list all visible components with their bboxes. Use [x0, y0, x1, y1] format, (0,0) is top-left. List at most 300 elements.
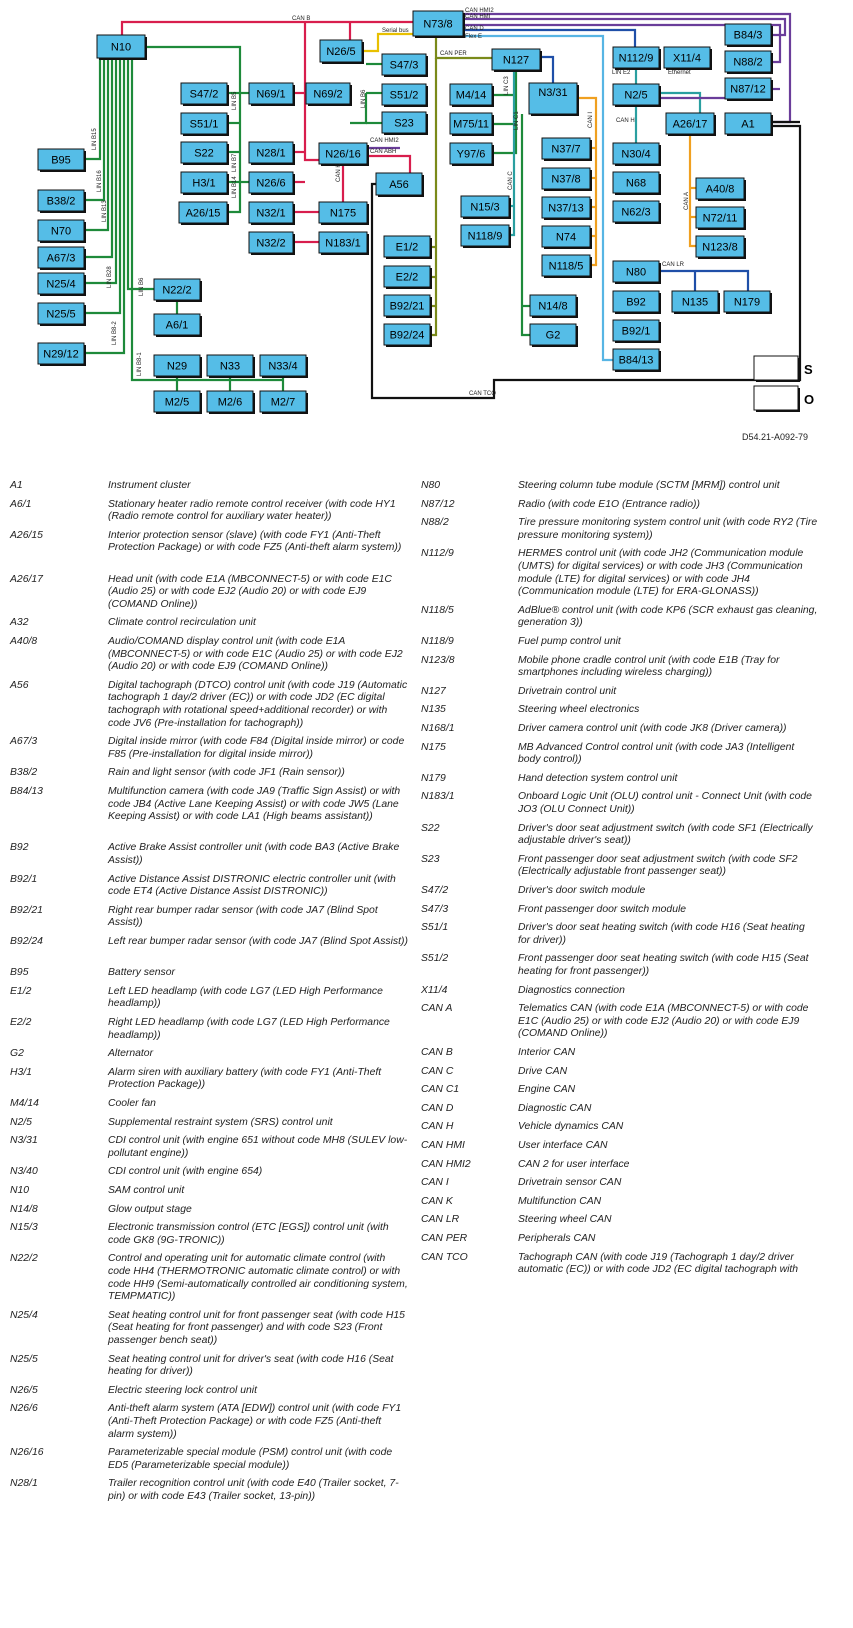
legend-description: Driver's door switch module [518, 885, 646, 896]
node-n32-1 [249, 202, 295, 225]
legend-code: N112/9 [421, 548, 454, 560]
legend-description: Driver camera control unit (with code JK8 (Driver camera)) [518, 723, 787, 734]
node-n14-8 [530, 295, 578, 318]
legend-code: N179 [421, 772, 446, 784]
legend-code: A67/3 [10, 736, 38, 748]
legend-description: Head unit (with code E1A (MBCONNECT-5) or with code E1C (Audio 25) or with code EJ2 (Audio 20) or with code EJ9 (COMAND Online)) [108, 573, 392, 610]
legend-description: Cooler fan [108, 1098, 156, 1109]
node-n127 [492, 49, 542, 72]
legend-code: CAN A [421, 1003, 453, 1015]
legend-description: Onboard Logic Unit (OLU) control unit - Connect Unit (with code JO3 (OLU Connect Unit)) [518, 791, 812, 815]
node-label: N183/1 [325, 237, 361, 250]
node-n15-3 [461, 196, 511, 219]
node-label: M75/11 [453, 118, 489, 131]
legend-code: S47/2 [421, 885, 449, 896]
legend-code: CAN C [421, 1065, 454, 1077]
legend-code: S51/2 [421, 953, 449, 965]
bus-label: CAN LR [662, 262, 685, 268]
network-diagram [0, 0, 853, 470]
marker-s [754, 356, 813, 382]
bus-wire [122, 22, 413, 35]
legend-description: Tire pressure monitoring system control unit (with code RY2 (Tire pressure monitoring system)) [518, 517, 818, 541]
node-n69-2 [306, 83, 352, 106]
legend-code: B84/13 [10, 786, 43, 797]
marker-label: O [804, 392, 815, 407]
legend-description: Drivetrain sensor CAN [518, 1177, 622, 1189]
legend-description: Parameterizable special module (PSM) control unit (with code ED5 (Parameterizable special module)) [108, 1447, 393, 1471]
node-label: N123/8 [702, 241, 738, 254]
node-b84-3 [725, 24, 773, 47]
legend-code: CAN I [421, 1177, 449, 1189]
bus-label: CAN ABH [370, 149, 397, 155]
bus-label: CAN HMI [465, 14, 491, 20]
legend-code: E2/2 [10, 1017, 32, 1028]
legend-code: N168/1 [421, 723, 455, 734]
node-label: M2/7 [270, 396, 296, 409]
node-label: N118/9 [467, 230, 503, 243]
legend-description: CDI control unit (with engine 654) [108, 1166, 263, 1178]
legend-description: Radio (with code E1O (Entrance radio)) [518, 498, 700, 510]
legend-code: CAN D [421, 1102, 454, 1114]
bus-label: LIN B16 [97, 170, 103, 192]
node-n68 [613, 172, 661, 195]
legend-description: Front passenger door seat heating switch (with code H15 (Seat heating for front passenger)) [518, 953, 809, 977]
node-n175 [319, 202, 369, 225]
node-a26-15 [179, 202, 229, 225]
node-label: N88/2 [733, 56, 763, 69]
bus-wire [367, 156, 410, 173]
node-m2-5 [154, 391, 202, 414]
legend-description: Right LED headlamp (with code LG7 (LED High Performance headlamp)) [108, 1017, 390, 1041]
node-label: A1 [741, 118, 755, 131]
node-n87-12 [725, 78, 773, 101]
legend-description: Battery sensor [108, 967, 175, 979]
legend-code: N175 [421, 741, 446, 753]
node-b92-1 [613, 320, 661, 343]
node-label: B38/2 [46, 195, 76, 208]
bus-label: LIN B7 [232, 153, 238, 172]
node-label: N3/31 [538, 87, 568, 99]
legend-code: N2/5 [10, 1116, 32, 1128]
node-s47-3 [382, 54, 428, 77]
node-n26-5 [320, 40, 364, 64]
legend-code: N26/5 [10, 1384, 38, 1396]
node-label: S22 [194, 147, 214, 160]
legend-description: Electronic transmission control (ETC [EGS]) control unit (with code GK8 (9G-TRONIC)) [108, 1222, 389, 1246]
node-n37-8 [542, 168, 592, 191]
bus-wire [659, 271, 748, 291]
legend-code: N15/3 [10, 1222, 38, 1234]
legend-code: CAN B [421, 1047, 453, 1058]
node-label: N37/8 [551, 173, 581, 186]
node-s23 [382, 112, 428, 135]
node-a6-1 [154, 314, 202, 337]
legend-code: S22 [421, 822, 440, 834]
legend-description: AdBlue® control unit (with code KP6 (SCR exhaust gas cleaning, generation 3)) [518, 604, 818, 629]
node-s22 [181, 142, 229, 165]
node-e2-2 [384, 266, 432, 289]
node-n179 [724, 291, 772, 314]
bus-label: LIN B13 [102, 200, 108, 222]
legend-code: H3/1 [10, 1066, 32, 1078]
node-n74 [542, 226, 592, 249]
node-label: B92/1 [621, 325, 651, 338]
legend-code: N183/1 [421, 791, 455, 803]
legend-code: N118/9 [421, 636, 454, 647]
bus-label: LIN C3 [504, 76, 510, 95]
node-label: B95 [51, 154, 71, 167]
legend-code: M4/14 [10, 1098, 39, 1109]
node-label: Y97/6 [456, 148, 486, 161]
bus-label: CAN C [508, 171, 514, 190]
node-label: H3/1 [192, 177, 216, 190]
bus-label: LIN E2 [612, 70, 631, 76]
node-label: N80 [625, 266, 647, 279]
legend-description: Mobile phone cradle control unit (with code E1B (Tray for smartphones including wireless charging)) [518, 654, 780, 679]
legend-code: N25/5 [10, 1353, 38, 1365]
legend-code: S51/1 [421, 922, 449, 934]
legend-description: Multifunction CAN [518, 1195, 602, 1207]
bus-label: LIN B15 [92, 128, 98, 150]
legend-description: Tachograph CAN (with code J19 (Tachograph 1 day/2 driver automatic (EC)) or with code JD2 (EC digital tachograph with [518, 1251, 799, 1276]
bus-label: LIN B6 [361, 89, 367, 108]
bus-label: Ethernet [668, 70, 691, 76]
node-label: N179 [733, 296, 761, 309]
node-a26-17 [666, 113, 716, 136]
node-b84-13 [613, 349, 661, 372]
bus-wire [522, 114, 530, 335]
node-label: N29/12 [43, 348, 79, 361]
node-m4-14 [450, 84, 494, 107]
legend-description: Left LED headlamp (with code LG7 (LED High Performance headlamp)) [108, 985, 383, 1010]
node-label: N22/2 [162, 284, 192, 297]
legend-description: Diagnostics connection [518, 984, 625, 996]
legend-description: Seat heating control unit for front passenger seat (with code H15 (Seat heating for front passenger) and with code S23 (Front passenger bench seat)) [108, 1309, 405, 1346]
node-label: N26/5 [326, 46, 356, 58]
legend-description: Alternator [108, 1048, 154, 1060]
node-a1 [725, 113, 773, 136]
node-n33 [207, 355, 255, 378]
legend-description: Left rear bumper radar sensor (with code JA7 (Blind Spot Assist)) [108, 936, 408, 947]
bus-label: LIN B8-2 [112, 321, 118, 345]
bus-label: CAN H [616, 118, 635, 124]
bus-wire [363, 34, 413, 51]
node-label: N69/2 [313, 88, 343, 101]
bus-wire [659, 93, 700, 113]
legend-description: Seat heating control unit for driver's seat (with code H16 (Seat heating for driver)) [108, 1353, 394, 1378]
legend-description: Hand detection system control unit [518, 772, 678, 784]
legend-description: Diagnostic CAN [518, 1102, 592, 1114]
legend-code: CAN TCO [421, 1251, 468, 1263]
node-label: N14/8 [538, 300, 568, 313]
legend-code: B92/24 [10, 936, 43, 947]
bus-label: LIN B6 [139, 277, 145, 296]
legend-description: Interior protection sensor (slave) (with code FY1 (Anti-Theft Protection Package) or with code FZ5 (Anti-theft alarm system)) [108, 529, 402, 554]
legend-description: Active Brake Assist controller unit (with code BA3 (Active Brake Assist)) [108, 842, 400, 866]
node-n69-1 [249, 83, 295, 106]
legend-description: CDI control unit (with engine 651 without code MH8 (SULEV low-pollutant engine)) [108, 1135, 408, 1159]
legend-code: A26/15 [10, 529, 43, 541]
node-label: A26/17 [672, 118, 708, 131]
legend-description: Glow output stage [108, 1203, 192, 1215]
legend-code: N10 [10, 1185, 30, 1196]
legend-code: N80 [421, 480, 441, 491]
node-n88-2 [725, 51, 773, 74]
node-n29-12 [38, 343, 86, 366]
node-label: M2/6 [217, 396, 243, 409]
node-label: N118/5 [548, 260, 584, 273]
node-a40-8 [696, 178, 746, 201]
node-n32-2 [249, 232, 295, 255]
legend-description: Digital inside mirror (with code F84 (Digital inside mirror) or code F85 (Pre-installation for digital inside mirror)) [108, 736, 405, 760]
legend-description: Right rear bumper radar sensor (with code JA7 (Blind Spot Assist)) [108, 904, 378, 929]
legend-description: MB Advanced Control control unit (with code JA3 (Intelligent body control)) [518, 741, 795, 766]
node-n37-13 [542, 197, 592, 220]
legend-code: CAN C1 [421, 1084, 460, 1096]
node-n25-4 [38, 273, 86, 296]
legend-code: CAN PER [421, 1233, 468, 1244]
node-n118-5 [542, 255, 592, 278]
marker-label: S [804, 362, 813, 377]
legend-description: Drive CAN [518, 1065, 568, 1077]
legend-code: B38/2 [10, 767, 38, 779]
legend-description: Steering wheel electronics [518, 704, 640, 716]
legend-description: Fuel pump control unit [518, 636, 621, 647]
legend-code: B92/21 [10, 904, 43, 916]
legend-code: A56 [10, 679, 29, 691]
node-a56 [376, 173, 424, 197]
legend-code: N26/16 [10, 1447, 44, 1459]
node-b38-2 [38, 190, 86, 213]
legend-description: Alarm siren with auxiliary battery (with code FY1 (Anti-Theft Protection Package)) [108, 1066, 382, 1091]
legend-code: N26/6 [10, 1403, 38, 1415]
node-label: S51/1 [189, 118, 219, 131]
bus-label: LIN B28 [107, 266, 113, 288]
legend-description: Driver's door seat adjustment switch (with code SF1 (Electrically adjustable driver's seat)) [518, 822, 813, 847]
bus-label: CAN I [588, 111, 594, 128]
node-label: G2 [545, 329, 561, 342]
node-n135 [672, 291, 720, 314]
bus-label: Serial bus [382, 28, 409, 34]
node-y97-6 [450, 143, 494, 166]
node-h3-1 [181, 172, 229, 195]
legend-description: CAN 2 for user interface [518, 1158, 630, 1170]
node-label: A6/1 [165, 319, 189, 332]
node-n183-1 [319, 232, 369, 255]
node-n30-4 [613, 143, 661, 166]
node-label: N25/5 [46, 308, 76, 321]
node-n22-2 [154, 279, 202, 302]
legend-description: Front passenger door switch module [518, 903, 687, 915]
legend-code: S23 [421, 853, 440, 865]
node-label: M4/14 [455, 89, 487, 102]
legend-description: SAM control unit [108, 1185, 185, 1196]
figure-reference: D54.21-A092-79 [742, 432, 809, 442]
node-label: S47/2 [189, 88, 219, 101]
node-label: N68 [625, 177, 647, 190]
legend-code: A26/17 [10, 573, 43, 585]
node-label: N87/12 [730, 83, 766, 96]
node-label: N135 [681, 296, 709, 309]
legend-description: Vehicle dynamics CAN [518, 1121, 624, 1133]
node-label: S23 [394, 117, 414, 130]
bus-label: CAN A [684, 191, 690, 210]
legend-description: Trailer recognition control unit (with code E40 (Trailer socket, 7-pin) or with code E43 (Trailer socket, 13-pin)) [108, 1478, 399, 1502]
node-n37-7 [542, 138, 592, 161]
bus-label: CAN HMI2 [465, 8, 494, 14]
legend-description: Supplemental restraint system (SRS) control unit [108, 1116, 333, 1128]
legend-description: Driver's door seat heating switch (with code H16 (Seat heating for driver)) [518, 922, 805, 946]
node-label: N73/8 [423, 18, 453, 31]
legend-code: E1/2 [10, 985, 32, 997]
node-label: N32/2 [256, 237, 286, 250]
node-label: B92 [626, 296, 646, 309]
node-b92 [613, 291, 661, 314]
node-g2 [530, 324, 578, 347]
legend-code: X11/4 [421, 984, 448, 996]
bus-label: CAN D [465, 26, 484, 32]
node-m2-7 [260, 391, 308, 414]
legend-description: Audio/COMAND display control unit (with code E1A (MBCONNECT-5) or with code E1C (Audio 25) or with code EJ2 (Audio 20) or with code EJ9 (COMAND Online)) [108, 636, 403, 673]
bus-wire [430, 58, 436, 335]
node-n2-5 [613, 84, 661, 107]
legend-description: Control and operating unit for automatic climate control (with code HH4 (THERMOTRONIC automatic climate control) or with code HH9 (Semi-automatically controlled air conditioning system, TEMPMATIC)) [108, 1253, 408, 1303]
legend-code: N3/31 [10, 1135, 38, 1147]
legend-code: N3/40 [10, 1166, 38, 1178]
legend-code: B92 [10, 842, 29, 854]
node-label: N69/1 [256, 88, 286, 101]
legend-description: Steering column tube module (SCTM [MRM]) control unit [518, 480, 780, 491]
node-label: N30/4 [621, 148, 651, 161]
marker-o [754, 386, 814, 412]
bus-label: LIN B5 [232, 91, 238, 110]
legend-code: A32 [10, 617, 29, 629]
node-label: N25/4 [46, 278, 76, 291]
node-label: N26/6 [256, 177, 286, 190]
legend-description: Front passenger door seat adjustment switch (with code SF2 (Electrically adjustable front passenger seat)) [518, 853, 798, 878]
node-label: B92/21 [389, 300, 425, 313]
legend-description: Active Distance Assist DISTRONIC electric controller unit (with code ET4 (Active Distance Assist DISTRONIC)) [108, 873, 396, 898]
legend-description: HERMES control unit (with code JH2 (Communication module (UMTS) for digital services) or with code JH3 (Communication module (LTE) for digital services) or with code JH4 (Communication module (LTE) for ERA-GLONASS)) [518, 548, 804, 598]
legend-description: Telematics CAN (with code E1A (MBCONNECT-5) or with code E1C (Audio 25) or with code EJ2 (Audio 20) or with code EJ9 (COMAND Online)) [518, 1003, 809, 1040]
node-label: B84/3 [733, 29, 763, 42]
node-label: A40/8 [705, 183, 735, 196]
legend-code: N22/2 [10, 1253, 38, 1265]
legend-code: B95 [10, 967, 29, 979]
legend-code: N28/1 [10, 1478, 38, 1490]
node-label: N74 [555, 231, 577, 244]
node-x11-4 [664, 47, 712, 70]
node-label: N15/3 [470, 201, 500, 214]
node-label: A67/3 [46, 252, 76, 265]
node-label: M2/5 [164, 396, 190, 409]
legend-description: User interface CAN [518, 1140, 608, 1151]
legend-code: N88/2 [421, 517, 449, 529]
bus-wire [463, 30, 635, 47]
node-label: S47/3 [389, 59, 419, 72]
node-n26-16 [319, 143, 369, 166]
node-n25-5 [38, 303, 86, 326]
legend-description: Interior CAN [518, 1047, 576, 1058]
node-label: N10 [110, 41, 132, 54]
node-label: N26/16 [325, 148, 361, 161]
legend-code: N118/5 [421, 604, 454, 616]
legend-code: A6/1 [10, 498, 32, 510]
legend-code: N14/8 [10, 1203, 38, 1215]
bus-label: CAN PER [440, 51, 467, 57]
node-n28-1 [249, 142, 295, 165]
node-label: E2/2 [395, 271, 419, 284]
node-s47-2 [181, 83, 229, 106]
node-label: N127 [502, 54, 530, 67]
legend-code: CAN HMI [421, 1140, 465, 1151]
node-label: A26/15 [185, 207, 221, 220]
legend-description: Rain and light sensor (with code JF1 (Rain sensor)) [108, 767, 345, 779]
legend-code: CAN H [421, 1121, 454, 1133]
node-n123-8 [696, 236, 746, 259]
bus-label: LIN B8-1 [137, 352, 143, 376]
node-s51-2 [382, 84, 428, 107]
node-n3-31 [529, 83, 579, 116]
legend-description: Stationary heater radio remote control receiver (with code HY1 (Radio remote control for auxiliary water heater)) [108, 498, 396, 523]
bus-label: CAN B [292, 16, 311, 22]
legend-description: Steering wheel CAN [518, 1214, 612, 1226]
bus-label: CAN TCO [469, 391, 496, 397]
legend-code: B92/1 [10, 873, 38, 885]
node-label: N70 [50, 225, 72, 238]
bus-label: CAN HMI2 [370, 138, 399, 144]
node-label: N72/11 [702, 212, 738, 225]
legend-code: S47/3 [421, 903, 449, 915]
legend-code: A1 [10, 480, 23, 491]
node-n112-9 [613, 47, 661, 70]
node-label: N37/7 [551, 143, 581, 156]
bus-label: LIN C1 [514, 111, 520, 130]
node-m75-11 [450, 113, 494, 136]
node-n26-6 [249, 172, 295, 195]
legend-code: A40/8 [10, 636, 38, 647]
node-label: N62/3 [621, 206, 651, 219]
node-b95 [38, 149, 86, 172]
legend-description: Engine CAN [518, 1084, 576, 1096]
node-n70 [38, 220, 86, 243]
control-unit-boxes [38, 11, 773, 414]
node-n33-4 [260, 355, 308, 378]
node-b92-24 [384, 324, 432, 347]
node-label: S51/2 [389, 89, 419, 102]
node-e1-2 [384, 236, 432, 259]
legend-code: CAN HMI2 [421, 1158, 471, 1170]
node-label: B92/24 [389, 329, 425, 342]
node-label: N33/4 [268, 360, 298, 373]
legend-description: Peripherals CAN [518, 1233, 596, 1244]
node-label: E1/2 [395, 241, 419, 254]
node-label: N29 [166, 360, 188, 373]
bus-wire [690, 134, 696, 246]
legend-code: N123/8 [421, 654, 455, 666]
node-n72-11 [696, 207, 746, 230]
node-m2-6 [207, 391, 255, 414]
bus-label: Flex E [465, 34, 483, 40]
legend-code: CAN K [421, 1195, 453, 1207]
legend-code: N135 [421, 704, 446, 716]
node-label: X11/4 [673, 52, 701, 65]
node-label: A56 [389, 179, 409, 191]
node-label: N112/9 [618, 52, 654, 65]
bus-label: CAN K [336, 163, 342, 182]
node-label: N28/1 [256, 147, 286, 160]
node-n10 [97, 35, 147, 60]
